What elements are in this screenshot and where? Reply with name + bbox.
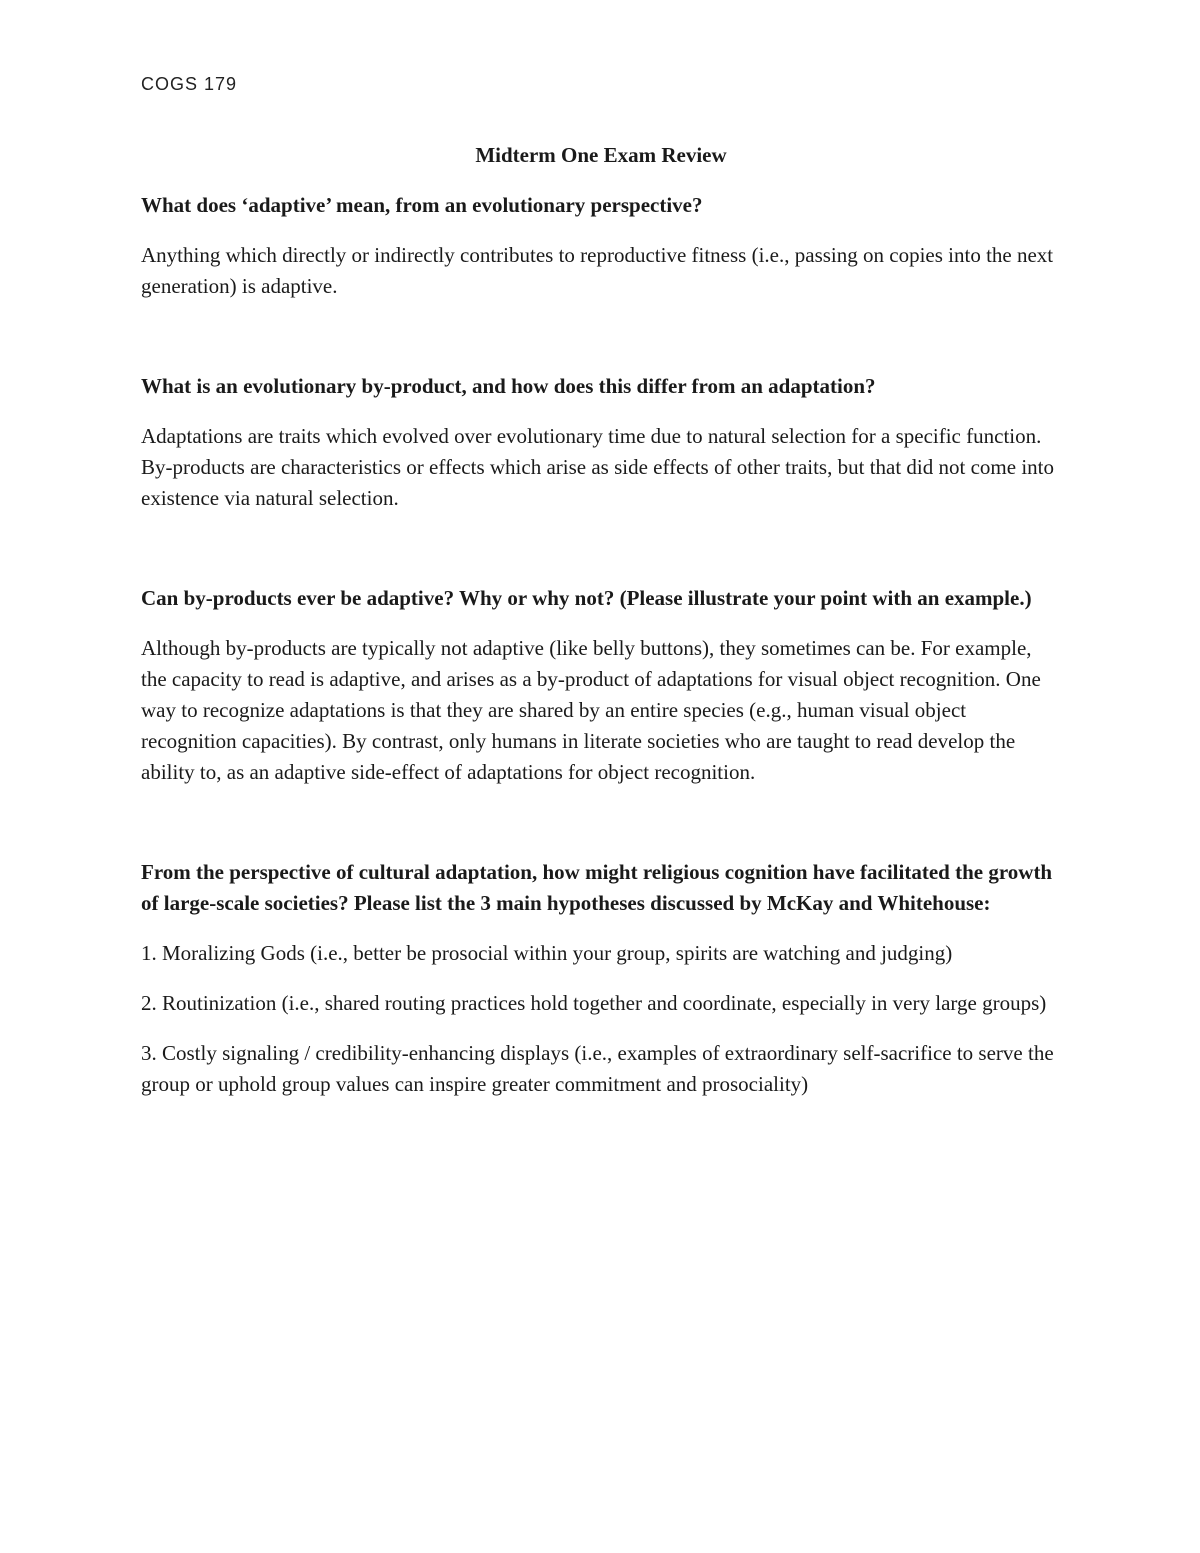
- section-spacer: [141, 788, 1061, 857]
- answer-3: Although by-products are typically not adaptive (like belly buttons), they sometimes can be. For example, the capacity to read is adaptive, and arises as a by-product of adaptations for visual object recognition. One way to recognize adaptations is that they are shared by an entire species (e.g., human visual object recognition capacities). By contrast, only humans in literate societies who are taught to read develop the ability to, as an adaptive side-effect of adaptations for object recognition.: [141, 636, 1041, 784]
- hypothesis-item: 1. Moralizing Gods (i.e., better be prosocial within your group, spirits are watching and judging): [141, 941, 953, 965]
- answer-1: Anything which directly or indirectly contributes to reproductive fitness (i.e., passing on copies into the next generation) is adaptive.: [141, 243, 1054, 298]
- question-1: What does ‘adaptive’ mean, from an evolutionary perspective?: [141, 193, 703, 217]
- document-body: [141, 140, 1061, 1119]
- section-spacer: [141, 302, 1061, 371]
- answer-2: Adaptations are traits which evolved over evolutionary time due to natural selection for a specific function. By-products are characteristics or effects which arise as side effects of other traits, but that did not come into existence via natural selection.: [141, 424, 1054, 510]
- question-2: What is an evolutionary by-product, and how does this differ from an adaptation?: [141, 374, 876, 398]
- section-cultural-adaptation: [141, 857, 1061, 1100]
- question-3: Can by-products ever be adaptive? Why or why not? (Please illustrate your point with an example.): [141, 586, 1032, 610]
- section-adaptive-definition: [141, 190, 1061, 302]
- hypothesis-item: 2. Routinization (i.e., shared routing practices hold together and coordinate, especially in very large groups): [141, 991, 1047, 1015]
- question-4: From the perspective of cultural adaptation, how might religious cognition have facilitated the growth of large-scale societies? Please list the 3 main hypotheses discussed by McKay and Whitehouse:: [141, 860, 1053, 915]
- section-spacer: [141, 514, 1061, 583]
- document-title: Midterm One Exam Review: [475, 143, 727, 167]
- hypothesis-item: 3. Costly signaling / credibility-enhancing displays (i.e., examples of extraordinary self-sacrifice to serve the group or uphold group values can inspire greater commitment and prosociality): [141, 1041, 1054, 1096]
- course-header: COGS 179: [141, 74, 238, 94]
- section-by-product-adaptive: [141, 583, 1061, 788]
- section-by-product: [141, 371, 1061, 514]
